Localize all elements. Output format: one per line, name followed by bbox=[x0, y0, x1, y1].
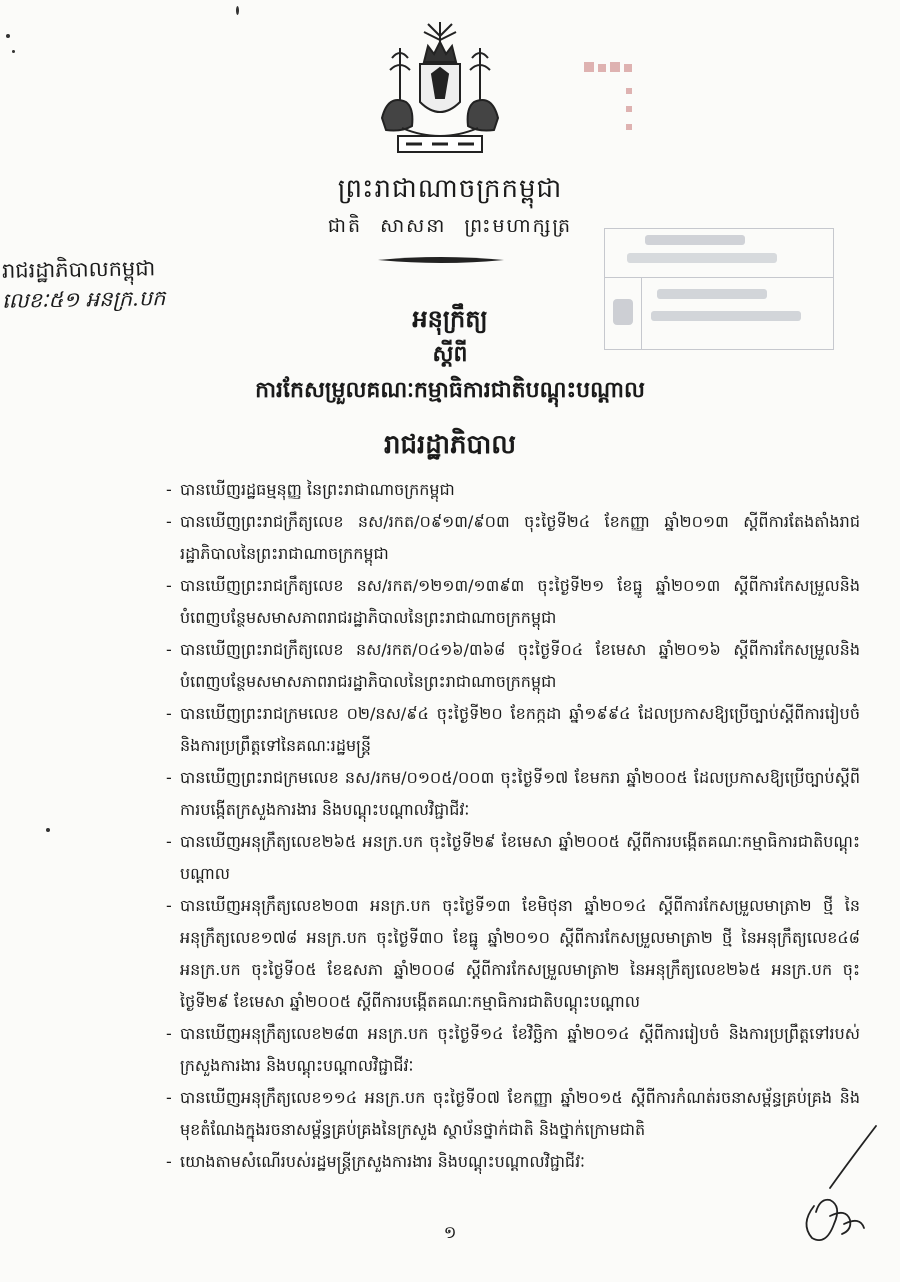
scan-speck bbox=[12, 50, 15, 53]
title-about: ស្តីពី bbox=[432, 341, 468, 367]
divider-ornament-icon bbox=[376, 252, 506, 268]
issuing-government: រាជរដ្ឋាភិបាលកម្ពុជា bbox=[1, 256, 156, 283]
preamble-list bbox=[166, 474, 860, 1178]
royal-emblem-icon bbox=[372, 18, 508, 164]
document-type-title: អនុក្រឹត្យ bbox=[412, 304, 488, 333]
list-item: - បានឃើញអនុក្រឹត្យលេខ២០៣ អនក្រ.បក ចុះថ្ងៃទី១៣ ខែមិថុនា ឆ្នាំ២០១៤ ស្តីពីការកែសម្រួលមាត្រា២ ថ្មី នៃអនុក្រឹត្យលេខ១៧៨ អនក្រ.បក ចុះថ្ងៃទី៣០ ខែធ្នូ ឆ្នាំ២០១០ ស្តីពីការកែសម្រួលមាត្រា២ ថ្មី នៃអនុក្រឹត្យលេខ៤៨ អនក្រ.បក ចុះថ្ងៃទី០៥ ខែឧសភា ឆ្នាំ២០០៨ ស្តីពីការកែសម្រួលមាត្រា២ នៃអនុក្រឹត្យលេខ២៦៥ អនក្រ.បក ចុះថ្ងៃទី២៩ ខែមេសា ឆ្នាំ២០០៥ ស្តីពីការបង្កើតគណៈកម្មាធិការជាតិបណ្តុះបណ្តាល bbox=[166, 890, 860, 1018]
page-number: ១ bbox=[443, 1223, 457, 1243]
list-item: - បានឃើញព្រះរាជក្រឹត្យលេខ នស/រកត/០៩១៣/៩០៣ ចុះថ្ងៃទី២៤ ខែកញ្ញា ឆ្នាំ២០១៣ ស្តីពីការតែងតាំងរាជរដ្ឋាភិបាលនៃព្រះរាជាណាចក្រកម្ពុជា bbox=[166, 506, 860, 570]
list-item: - បានឃើញរដ្ឋធម្មនុញ្ញ នៃព្រះរាជាណាចក្រកម្ពុជា bbox=[166, 474, 860, 506]
list-item: - បានឃើញព្រះរាជក្រឹត្យលេខ នស/រកត/១២១៣/១៣៩៣ ចុះថ្ងៃទី២១ ខែធ្នូ ឆ្នាំ២០១៣ ស្តីពីការកែសម្រួលនិងបំពេញបន្ថែមសមាសភាពរាជរដ្ឋាភិបាលនៃព្រះរាជាណាចក្រកម្ពុជា bbox=[166, 570, 860, 634]
scan-speck bbox=[46, 828, 50, 832]
list-item: - បានឃើញអនុក្រឹត្យលេខ២៨៣ អនក្រ.បក ចុះថ្ងៃទី១៤ ខែវិច្ឆិកា ឆ្នាំ២០១៤ ស្តីពីការរៀបចំ និងការប្រព្រឹត្តទៅរបស់ក្រសួងការងារ និងបណ្តុះបណ្តាលវិជ្ជាជីវៈ bbox=[166, 1018, 860, 1082]
national-motto: ជាតិ សាសនា ព្រះមហាក្សត្រ bbox=[327, 215, 573, 237]
scan-speck bbox=[236, 6, 239, 15]
list-item: - បានឃើញព្រះរាជក្រឹត្យលេខ នស/រកត/០៤១៦/៣៦៨ ចុះថ្ងៃទី០៤ ខែមេសា ឆ្នាំ២០១៦ ស្តីពីការកែសម្រួលនិងបំពេញបន្ថែមសមាសភាពរាជរដ្ឋាភិបាលនៃព្រះរាជាណាចក្រកម្ពុជា bbox=[166, 634, 860, 698]
list-item: - បានឃើញអនុក្រឹត្យលេខ១១៤ អនក្រ.បក ចុះថ្ងៃទី០៧ ខែកញ្ញា ឆ្នាំ២០១៥ ស្តីពីការកំណត់រចនាសម្ព័ន្ធគ្រប់គ្រង និងមុខតំណែងក្នុងរចនាសម្ព័ន្ធគ្រប់គ្រងនៃក្រសួង ស្ថាប័នថ្នាក់ជាតិ និងថ្នាក់ក្រោមជាតិ bbox=[166, 1082, 860, 1146]
list-item: - បានឃើញព្រះរាជក្រមលេខ ០២/នស/៩៤ ចុះថ្ងៃទី២០ ខែកក្កដា ឆ្នាំ១៩៩៤ ដែលប្រកាសឱ្យប្រើច្បាប់ស្តីពីការរៀបចំ និងការប្រព្រឹត្តទៅនៃគណៈរដ្ឋមន្ត្រី bbox=[166, 698, 860, 762]
handwritten-signature bbox=[790, 1120, 890, 1250]
issuer-heading: រាជរដ្ឋាភិបាល bbox=[383, 430, 517, 460]
faint-stamp-mark bbox=[578, 58, 640, 144]
document-subject-title: ការកែសម្រួលគណៈកម្មាធិការជាតិបណ្តុះបណ្តាល bbox=[255, 377, 645, 403]
list-item: - បានឃើញព្រះរាជក្រមលេខ នស/រកម/០១០៥/០០៣ ចុះថ្ងៃទី១៧ ខែមករា ឆ្នាំ២០០៥ ដែលប្រកាសឱ្យប្រើច្បាប់ស្តីពីការបង្កើតក្រសួងការងារ និងបណ្តុះបណ្តាលវិជ្ជាជីវៈ bbox=[166, 762, 860, 826]
list-item: - យោងតាមសំណើរបស់រដ្ឋមន្ត្រីក្រសួងការងារ និងបណ្តុះបណ្តាលវិជ្ជាជីវៈ bbox=[166, 1146, 860, 1178]
document-number: លេខៈ៥១ អនក្រ.បក bbox=[1, 286, 166, 313]
list-item: - បានឃើញអនុក្រឹត្យលេខ២៦៥ អនក្រ.បក ចុះថ្ងៃទី២៩ ខែមេសា ឆ្នាំ២០០៥ ស្តីពីការបង្កើតគណៈកម្មាធិការជាតិបណ្តុះបណ្តាល bbox=[166, 826, 860, 890]
kingdom-heading: ព្រះរាជាណាចក្រកម្ពុជា bbox=[337, 174, 563, 204]
registration-stamp bbox=[604, 228, 834, 350]
scan-speck bbox=[6, 34, 10, 38]
